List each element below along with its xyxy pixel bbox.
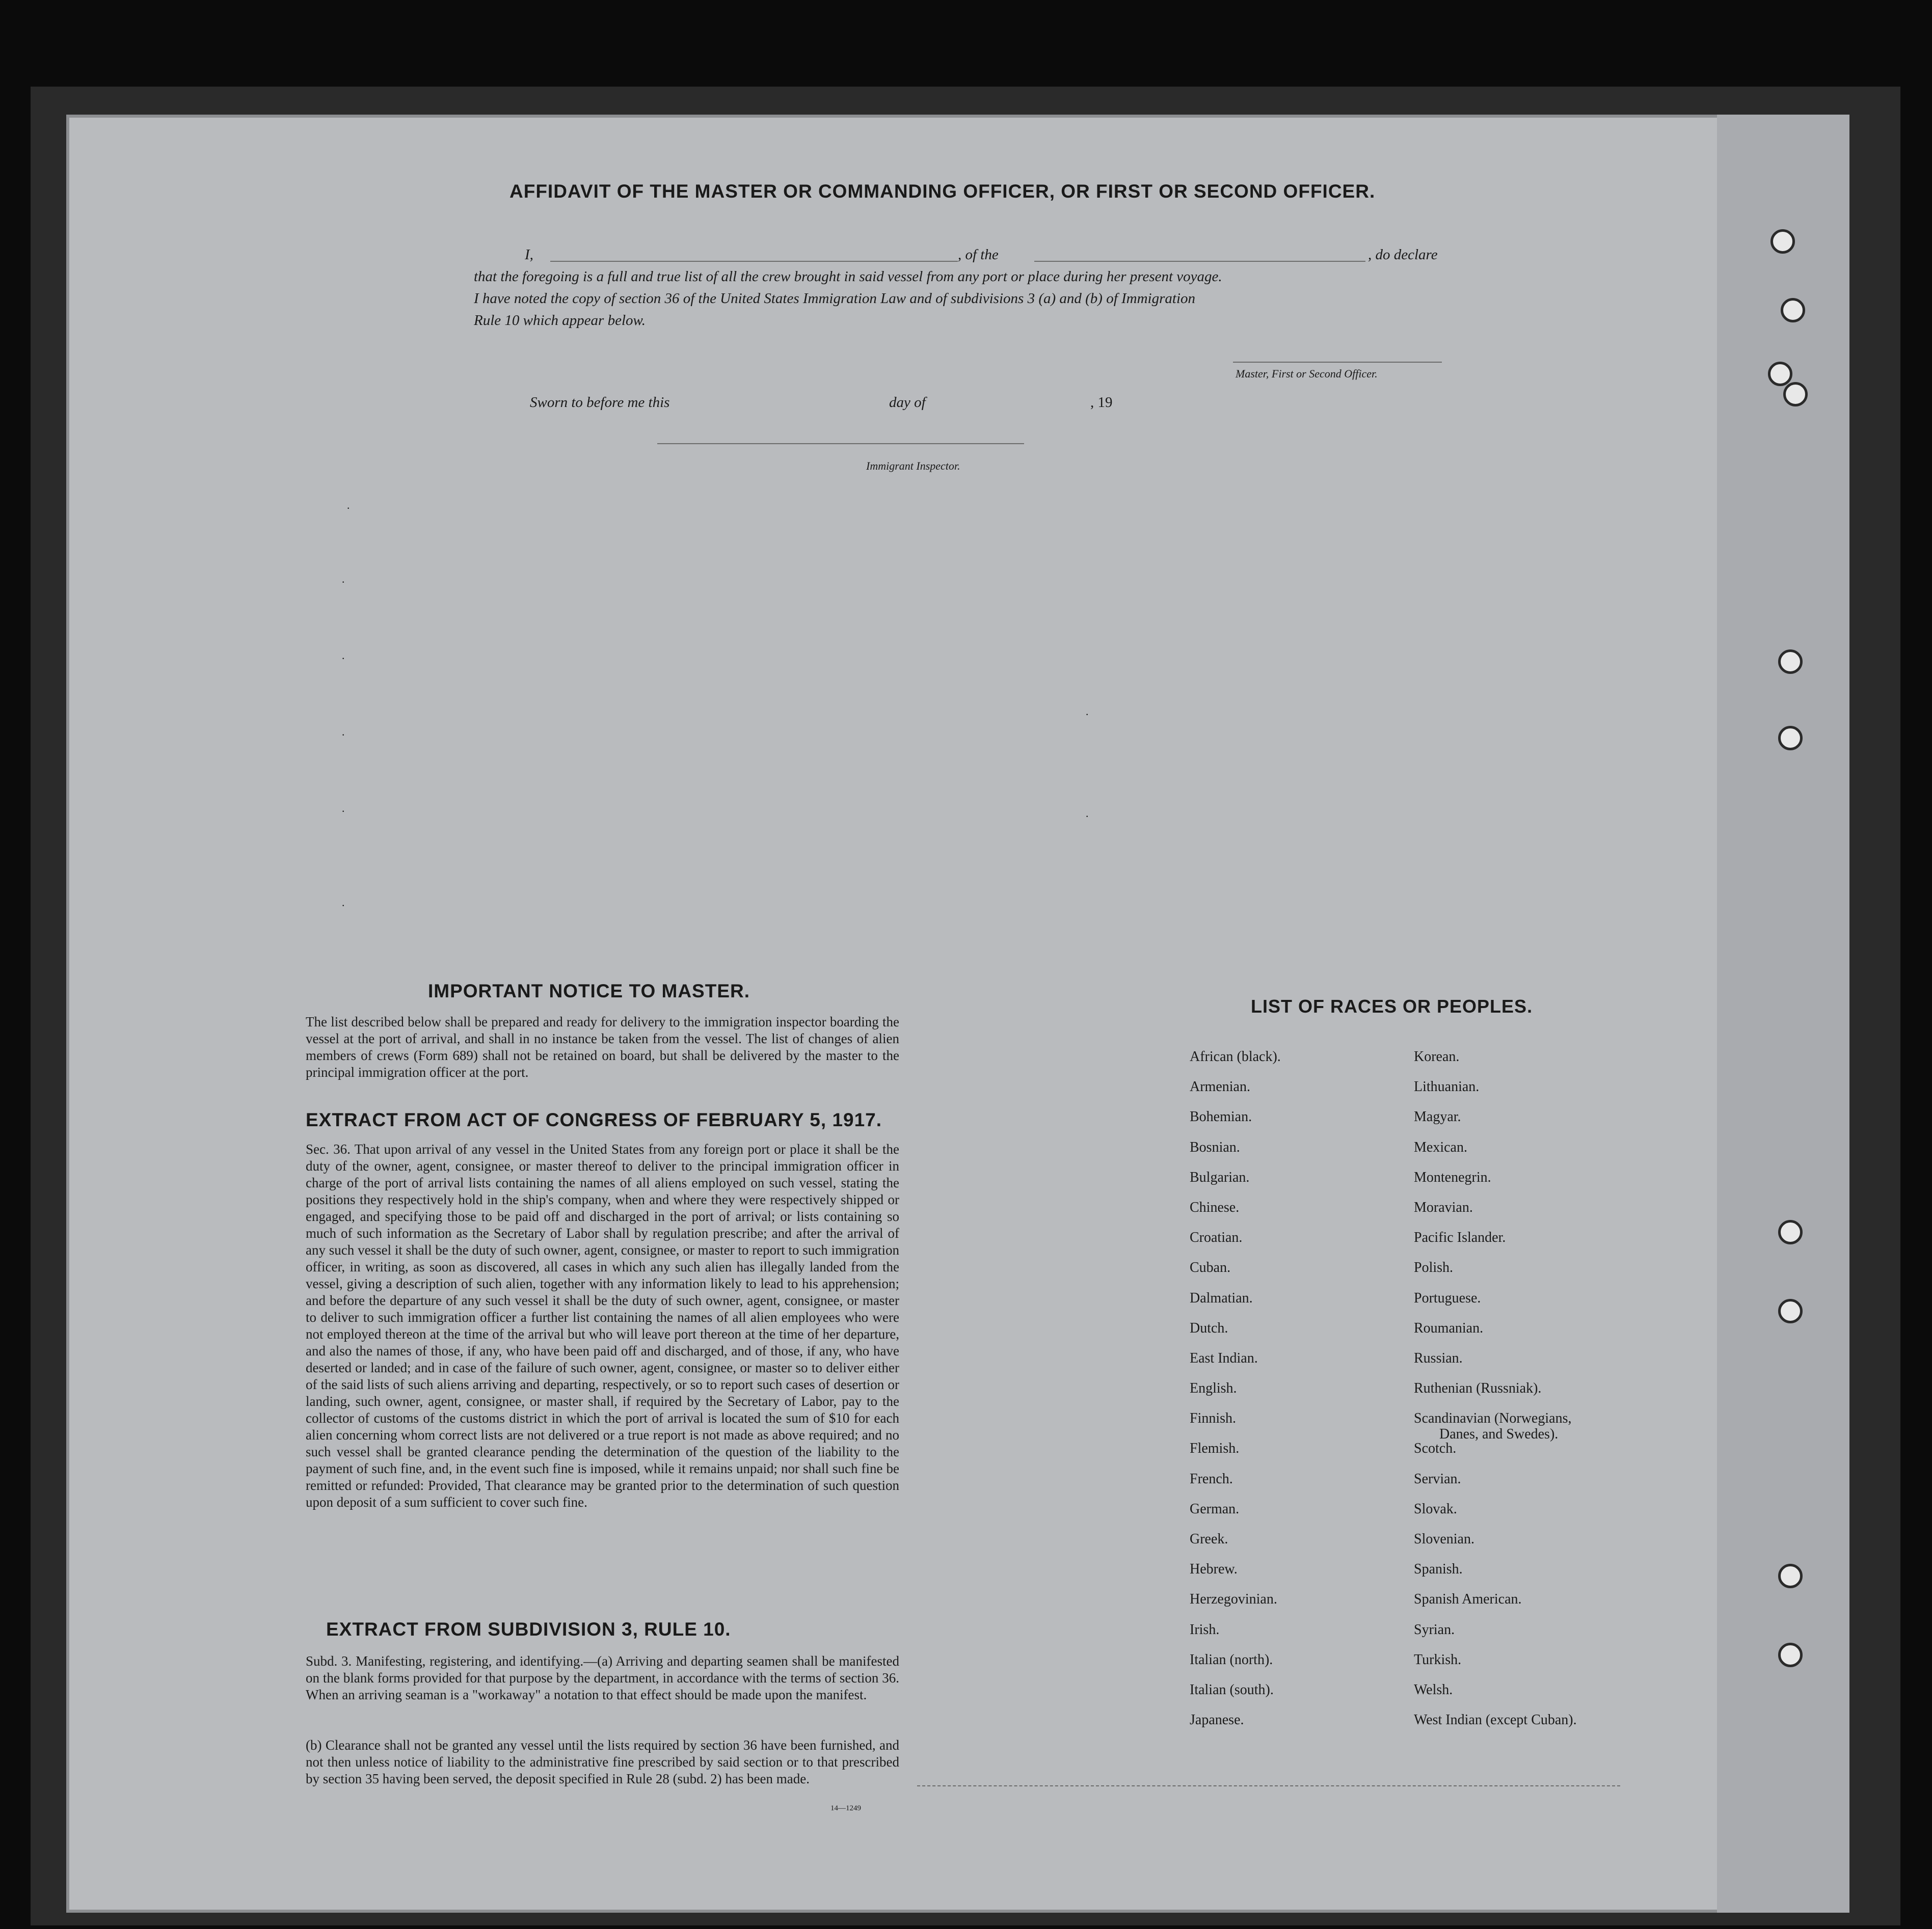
race-item: Russian. — [1414, 1350, 1463, 1366]
rule-body-b: (b) Clearance shall not be granted any vessel until the lists required by section 36 have been furnished, and not then unless notice of liability to the administrative fine prescribed by said section or to that prescribed by section 35 having been served, the deposit specified in Rule 28 (subd. 2) has been made. — [306, 1737, 899, 1786]
race-item: Magyar. — [1414, 1109, 1461, 1125]
race-item: Ruthenian (Russniak). — [1414, 1380, 1542, 1397]
race-item: Hebrew. — [1190, 1561, 1238, 1578]
race-item: Spanish. — [1414, 1561, 1463, 1578]
race-item: Korean. — [1414, 1049, 1460, 1065]
race-item: Finnish. — [1190, 1410, 1237, 1427]
inspector-label: Immigrant Inspector. — [866, 459, 960, 472]
punch-hole-icon — [1778, 1564, 1803, 1588]
punch-hole-icon — [1778, 1299, 1803, 1323]
master-signature-label: Master, First or Second Officer. — [1236, 367, 1378, 380]
race-item: African (black). — [1190, 1049, 1281, 1065]
race-item: Armenian. — [1190, 1079, 1250, 1095]
race-item: Roumanian. — [1414, 1320, 1484, 1336]
notice-body: The list described below shall be prepared and ready for delivery to the immigration inspector boarding the vessel at the port of arrival, and shall in no instance be taken from the vessel. The list of changes of alien members of crews (Form 689) shall not be retained on board, but shall be delivered by the master to the principal immigration officer at the port. — [306, 1014, 899, 1080]
form-number: 14—1249 — [830, 1804, 861, 1812]
affidavit-i-label: I, — [525, 247, 533, 263]
affidavit-declare-label: , do declare — [1368, 247, 1438, 263]
stray-mark: · — [346, 502, 351, 514]
race-item: Lithuanian. — [1414, 1079, 1480, 1095]
act-body: Sec. 36. That upon arrival of any vessel in the United States from any foreign port or place it shall be the duty of the owner, agent, consignee, or master thereof to deliver to the principal immigration officer in charge of the port of arrival lists containing the names of all aliens employed on such vessel, stating the positions they respectively hold in the ship's company, when and where they were respectively shipped or engaged, and specifying those to be paid off and discharged in the port of arrival; or lists containing so much of such information as the Secretary of Labor shall by regulation prescribe; and after the arrival of any such vessel it shall be the duty of such owner, agent, consignee, or master to report to such immigration officer, in writing, as soon as discovered, all cases in which any such alien has illegally landed from the vessel, giving a description of such alien, together with any information likely to lead to his apprehension; and before the departure of any such vessel it shall be the duty of such owner, agent, consignee, or master to deliver to such immigration officer a further list containing the names of all alien employees who were not employed thereon at the time of the arrival but who will leave port thereon at the time of her departure, and also the names of those, if any, who have been paid off and discharged, and of those, if any, who have deserted or landed; and in case of the failure of such owner, agent, consignee, or master so to deliver either of the said lists of such aliens arriving and departing, respectively, or so to report such cases of desertion or landing, such owner, agent, consignee, or master shall, if required by the Secretary of Labor, pay to the collector of customs of the customs district in which the port of arrival is located the sum of $10 for each alien concerning whom correct lists are not delivered or a true report is not made as above required; and no such vessel shall be granted clearance pending the determination of the question of the liability to the payment of such fine, and, in the event such fine is imposed, while it remains unpaid; nor shall such fine be remitted or refunded: Provided, That clearance may be granted prior to the determination of such question upon deposit of a sum sufficient to cover such fine. — [306, 1142, 899, 1510]
rule-title: EXTRACT FROM SUBDIVISION 3, RULE 10. — [326, 1619, 731, 1640]
race-item: English. — [1190, 1380, 1237, 1397]
stray-mark: · — [1085, 708, 1089, 721]
punch-hole-icon — [1778, 726, 1803, 750]
race-item: East Indian. — [1190, 1350, 1258, 1366]
race-item: Syrian. — [1414, 1621, 1455, 1638]
punch-hole-icon — [1778, 1220, 1803, 1244]
race-item: Bohemian. — [1190, 1109, 1252, 1125]
affidavit-line-2: that the foregoing is a full and true list of all the crew brought in said vessel from any port or place during her present voyage. — [474, 268, 1222, 285]
day-of-label: day of — [889, 394, 926, 411]
race-item: Bosnian. — [1190, 1139, 1240, 1155]
race-item: Moravian. — [1414, 1199, 1473, 1215]
race-item: Cuban. — [1190, 1260, 1231, 1276]
race-item: Montenegrin. — [1414, 1169, 1491, 1185]
rule-body-a: Subd. 3. Manifesting, registering, and identifying.—(a) Arriving and departing seamen shall be manifested on the blank forms provided for that purpose by the department, in accordance with the terms of section 36. When an arriving seaman is a "workaway" a notation to that effect should be made upon the manifest. — [306, 1653, 899, 1702]
stray-mark: · — [341, 899, 345, 912]
affidavit-line-4: Rule 10 which appear below. — [474, 312, 646, 329]
inspector-signature-line — [657, 443, 1024, 444]
sworn-label: Sworn to before me this — [530, 394, 670, 411]
punch-hole-icon — [1778, 649, 1803, 674]
stray-mark: · — [341, 805, 345, 818]
stray-mark: · — [341, 652, 345, 665]
race-item: Chinese. — [1190, 1199, 1240, 1215]
race-item: West Indian (except Cuban). — [1414, 1712, 1577, 1728]
punch-hole-icon — [1781, 298, 1805, 322]
stray-mark: · — [1085, 810, 1089, 823]
race-item: Japanese. — [1190, 1712, 1244, 1728]
race-item: Slovak. — [1414, 1501, 1457, 1517]
race-item: Scotch. — [1414, 1441, 1457, 1457]
name-blank-line — [550, 261, 958, 262]
stray-mark: · — [341, 576, 345, 588]
race-item: Scandinavian (Norwegians, — [1414, 1410, 1572, 1427]
race-item: Dutch. — [1190, 1320, 1228, 1336]
race-item: Italian (north). — [1190, 1651, 1273, 1668]
race-item: Bulgarian. — [1190, 1169, 1250, 1185]
race-item: French. — [1190, 1471, 1233, 1487]
affidavit-of-the-label: , of the — [958, 247, 999, 263]
act-title: EXTRACT FROM ACT OF CONGRESS OF FEBRUARY 5, 1917. — [306, 1109, 882, 1130]
race-item: Spanish American. — [1414, 1591, 1522, 1608]
race-item: Welsh. — [1414, 1681, 1453, 1698]
race-item: Pacific Islander. — [1414, 1230, 1506, 1246]
race-item: Dalmatian. — [1190, 1290, 1253, 1306]
punch-hole-icon — [1778, 1643, 1803, 1667]
stray-mark: · — [341, 728, 345, 741]
notice-title: IMPORTANT NOTICE TO MASTER. — [428, 981, 750, 1001]
race-item: Slovenian. — [1414, 1531, 1474, 1547]
races-column-1 — [1190, 1042, 1281, 1735]
affidavit-line-3: I have noted the copy of section 36 of the United States Immigration Law and of subdivisions 3 (a) and (b) of Immigration — [474, 290, 1196, 307]
year-label: , 19 — [1090, 394, 1113, 411]
race-item: Mexican. — [1414, 1139, 1467, 1155]
punch-hole-icon — [1768, 362, 1792, 386]
race-item: Turkish. — [1414, 1651, 1462, 1668]
race-item: Flemish. — [1190, 1441, 1240, 1457]
races-title: LIST OF RACES OR PEOPLES. — [1251, 996, 1533, 1017]
punch-hole-icon — [1783, 382, 1808, 406]
races-column-2: Korean. Lithuanian. Magyar. Mexican. Montenegrin. Moravian. Pacific Islander. Polish. Portuguese. Roumanian. Russian. Ruthenian (Russniak). Scandinavian (Norwegians, Danes, and Swedes). Scotch. Servian. Slovak. Slovenian. Spanish. Spanish American. Syrian. Turkish. Welsh. West Indian (except Cuban). — [1414, 1042, 1577, 1735]
race-item: Servian. — [1414, 1471, 1461, 1487]
race-item: Portuguese. — [1414, 1290, 1481, 1306]
race-item: Polish. — [1414, 1260, 1454, 1276]
race-item: German. — [1190, 1501, 1240, 1517]
race-item: Italian (south). — [1190, 1681, 1274, 1698]
race-item: Irish. — [1190, 1621, 1220, 1638]
master-signature-line — [1233, 362, 1442, 363]
race-item: Greek. — [1190, 1531, 1228, 1547]
race-item: Croatian. — [1190, 1230, 1243, 1246]
punch-hole-icon — [1770, 229, 1795, 254]
affidavit-title: AFFIDAVIT OF THE MASTER OR COMMANDING OFFICER, OR FIRST OR SECOND OFFICER. — [509, 181, 1376, 202]
vessel-blank-line — [1034, 261, 1365, 262]
race-item: Herzegovinian. — [1190, 1591, 1277, 1608]
bottom-rule — [917, 1785, 1620, 1786]
